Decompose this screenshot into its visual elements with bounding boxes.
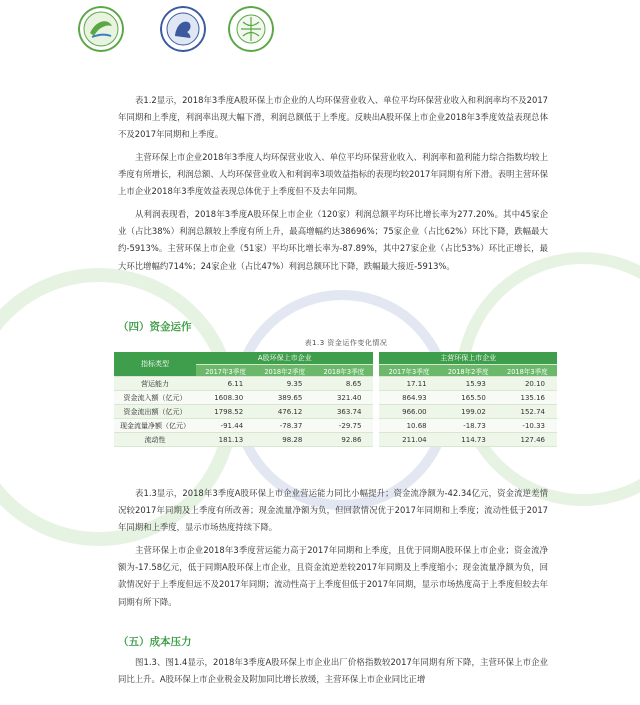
table-cell: 92.86 xyxy=(314,433,373,447)
paragraph-capital-flow-main-env: 主营环保上市企业2018年3季度营运能力高于2017年同期和上季度，且优于同期A股环保上市企业；资金流净额为-17.58亿元，低于同期A股环保上市企业，且资金流逆差较2017年同期及上季度缩小；现金流量净额为负，回款情况好于上季度但远不及2017年同期；流动性高于上季度但低于2017年同期，显示市场热度高于上季度但较去年同期有所下降。 xyxy=(118,545,548,607)
section-heading-capital-operation: （四）资金运作 xyxy=(118,321,192,333)
table-row xyxy=(114,405,557,419)
paragraph-efficiency-summary: 表1.2显示，2018年3季度A股环保上市企业的人均环保营业收入、单位平均环保营业收入和利润率均不及2017年同期和上季度，利润率出现大幅下滑，利润总额低于上季度。反映出A股环保上市企业2018年3季度效益表现总体不及2017年同期和上季度。 xyxy=(118,95,548,140)
table-cell: 152.74 xyxy=(498,405,557,419)
table-cell: 98.28 xyxy=(255,433,314,447)
table-cell: 1608.30 xyxy=(196,391,255,405)
table-header-group-a: A股环保上市企业 xyxy=(196,352,373,365)
table-cell: 17.11 xyxy=(379,377,438,391)
table-cell: -18.73 xyxy=(439,419,498,433)
table-cell: 127.46 xyxy=(498,433,557,447)
table-row-label: 现金流量净额（亿元） xyxy=(114,419,196,433)
caepi-logo-icon xyxy=(78,6,124,52)
table-cell: 476.12 xyxy=(255,405,314,419)
table-cell: 864.93 xyxy=(379,391,438,405)
table-header-period: 2018年2季度 xyxy=(439,365,498,377)
table-header-period: 2018年2季度 xyxy=(255,365,314,377)
section-heading-cost-pressure: （五）成本压力 xyxy=(118,636,192,648)
capital-operation-table xyxy=(114,352,557,447)
university-seal-icon xyxy=(160,6,206,52)
table-row-label: 资金流出额（亿元） xyxy=(114,405,196,419)
table-cell: 135.16 xyxy=(498,391,557,405)
table-row-label: 流动性 xyxy=(114,433,196,447)
table-cell: 1798.52 xyxy=(196,405,255,419)
table-row xyxy=(114,433,557,447)
table-cell: -10.33 xyxy=(498,419,557,433)
paragraph-cost-pressure: 图1.3、图1.4显示，2018年3季度A股环保上市企业出厂价格指数较2017年同期有所下降，主营环保上市企业同比上升。A股环保上市企业税金及附加同比增长放缓，主营环保上市企业同比正增 xyxy=(118,657,548,685)
table-cell: 363.74 xyxy=(314,405,373,419)
table-row xyxy=(114,377,557,391)
table-cell: -91.44 xyxy=(196,419,255,433)
table-row xyxy=(114,391,557,405)
table-header-group-b: 主营环保上市企业 xyxy=(379,352,557,365)
paragraph-profit-performance: 从利润表现看，2018年3季度A股环保上市企业（120家）利润总额平均环比增长率为277.20%。其中45家企业（占比38%）利润总额较上季度有所上升，最高增幅约达38696%；75家企业（占比62%）环比下降，跌幅最大约-5913%。主营环保上市企业（51家）平均环比增长率为-87.89%，其中27家企业（占比53%）环比正增长，最大环比增幅约714%；24家企业（占比47%）利润总额环比下降，跌幅最大接近-5913%。 xyxy=(118,209,548,271)
table-header-indicator: 指标类型 xyxy=(114,352,196,377)
research-institute-seal-icon xyxy=(228,6,274,52)
table-cell: 181.13 xyxy=(196,433,255,447)
table-row-label: 资金流入额（亿元） xyxy=(114,391,196,405)
table-header-row xyxy=(114,352,557,365)
table-cell: 211.04 xyxy=(379,433,438,447)
table-cell: 10.68 xyxy=(379,419,438,433)
table-cell: 8.65 xyxy=(314,377,373,391)
table-cell: -78.37 xyxy=(255,419,314,433)
table-row-label: 营运能力 xyxy=(114,377,196,391)
table-caption: 表1.3 资金运作变化情况 xyxy=(304,339,388,347)
paragraph-main-env-efficiency: 主营环保上市企业2018年3季度人均环保营业收入、单位平均环保营业收入、利润率和盈利能力综合指数均较上季度有所增长，利润总额、人均环保营业收入和利润率3项效益指标的表现均较2017年同期有所下滑。表明主营环保上市企业2018年3季度效益表现总体优于上季度但不及去年同期。 xyxy=(118,152,548,197)
table-cell: 321.40 xyxy=(314,391,373,405)
paragraph-capital-flow-a-share: 表1.3显示，2018年3季度A股环保上市企业营运能力同比小幅提升；资金流净额为-42.34亿元，资金流逆差情况较2017年同期及上季度有所改善；现金流量净额为负，但回款情况优于2017年同期和上季度；流动性低于2017年同期和上季度，显示市场热度持续下降。 xyxy=(118,488,548,533)
table-cell: 20.10 xyxy=(498,377,557,391)
table-header-period: 2017年3季度 xyxy=(196,365,255,377)
table-cell: 199.02 xyxy=(439,405,498,419)
table-cell: 389.65 xyxy=(255,391,314,405)
table-row xyxy=(114,419,557,433)
table-cell: 165.50 xyxy=(439,391,498,405)
table-cell: 9.35 xyxy=(255,377,314,391)
table-cell: 6.11 xyxy=(196,377,255,391)
table-cell: 15.93 xyxy=(439,377,498,391)
table-header-period: 2018年3季度 xyxy=(314,365,373,377)
table-header-period: 2018年3季度 xyxy=(498,365,557,377)
table-cell: 114.73 xyxy=(439,433,498,447)
table-header-period: 2017年3季度 xyxy=(379,365,438,377)
table-cell: 966.00 xyxy=(379,405,438,419)
table-cell: -29.75 xyxy=(314,419,373,433)
